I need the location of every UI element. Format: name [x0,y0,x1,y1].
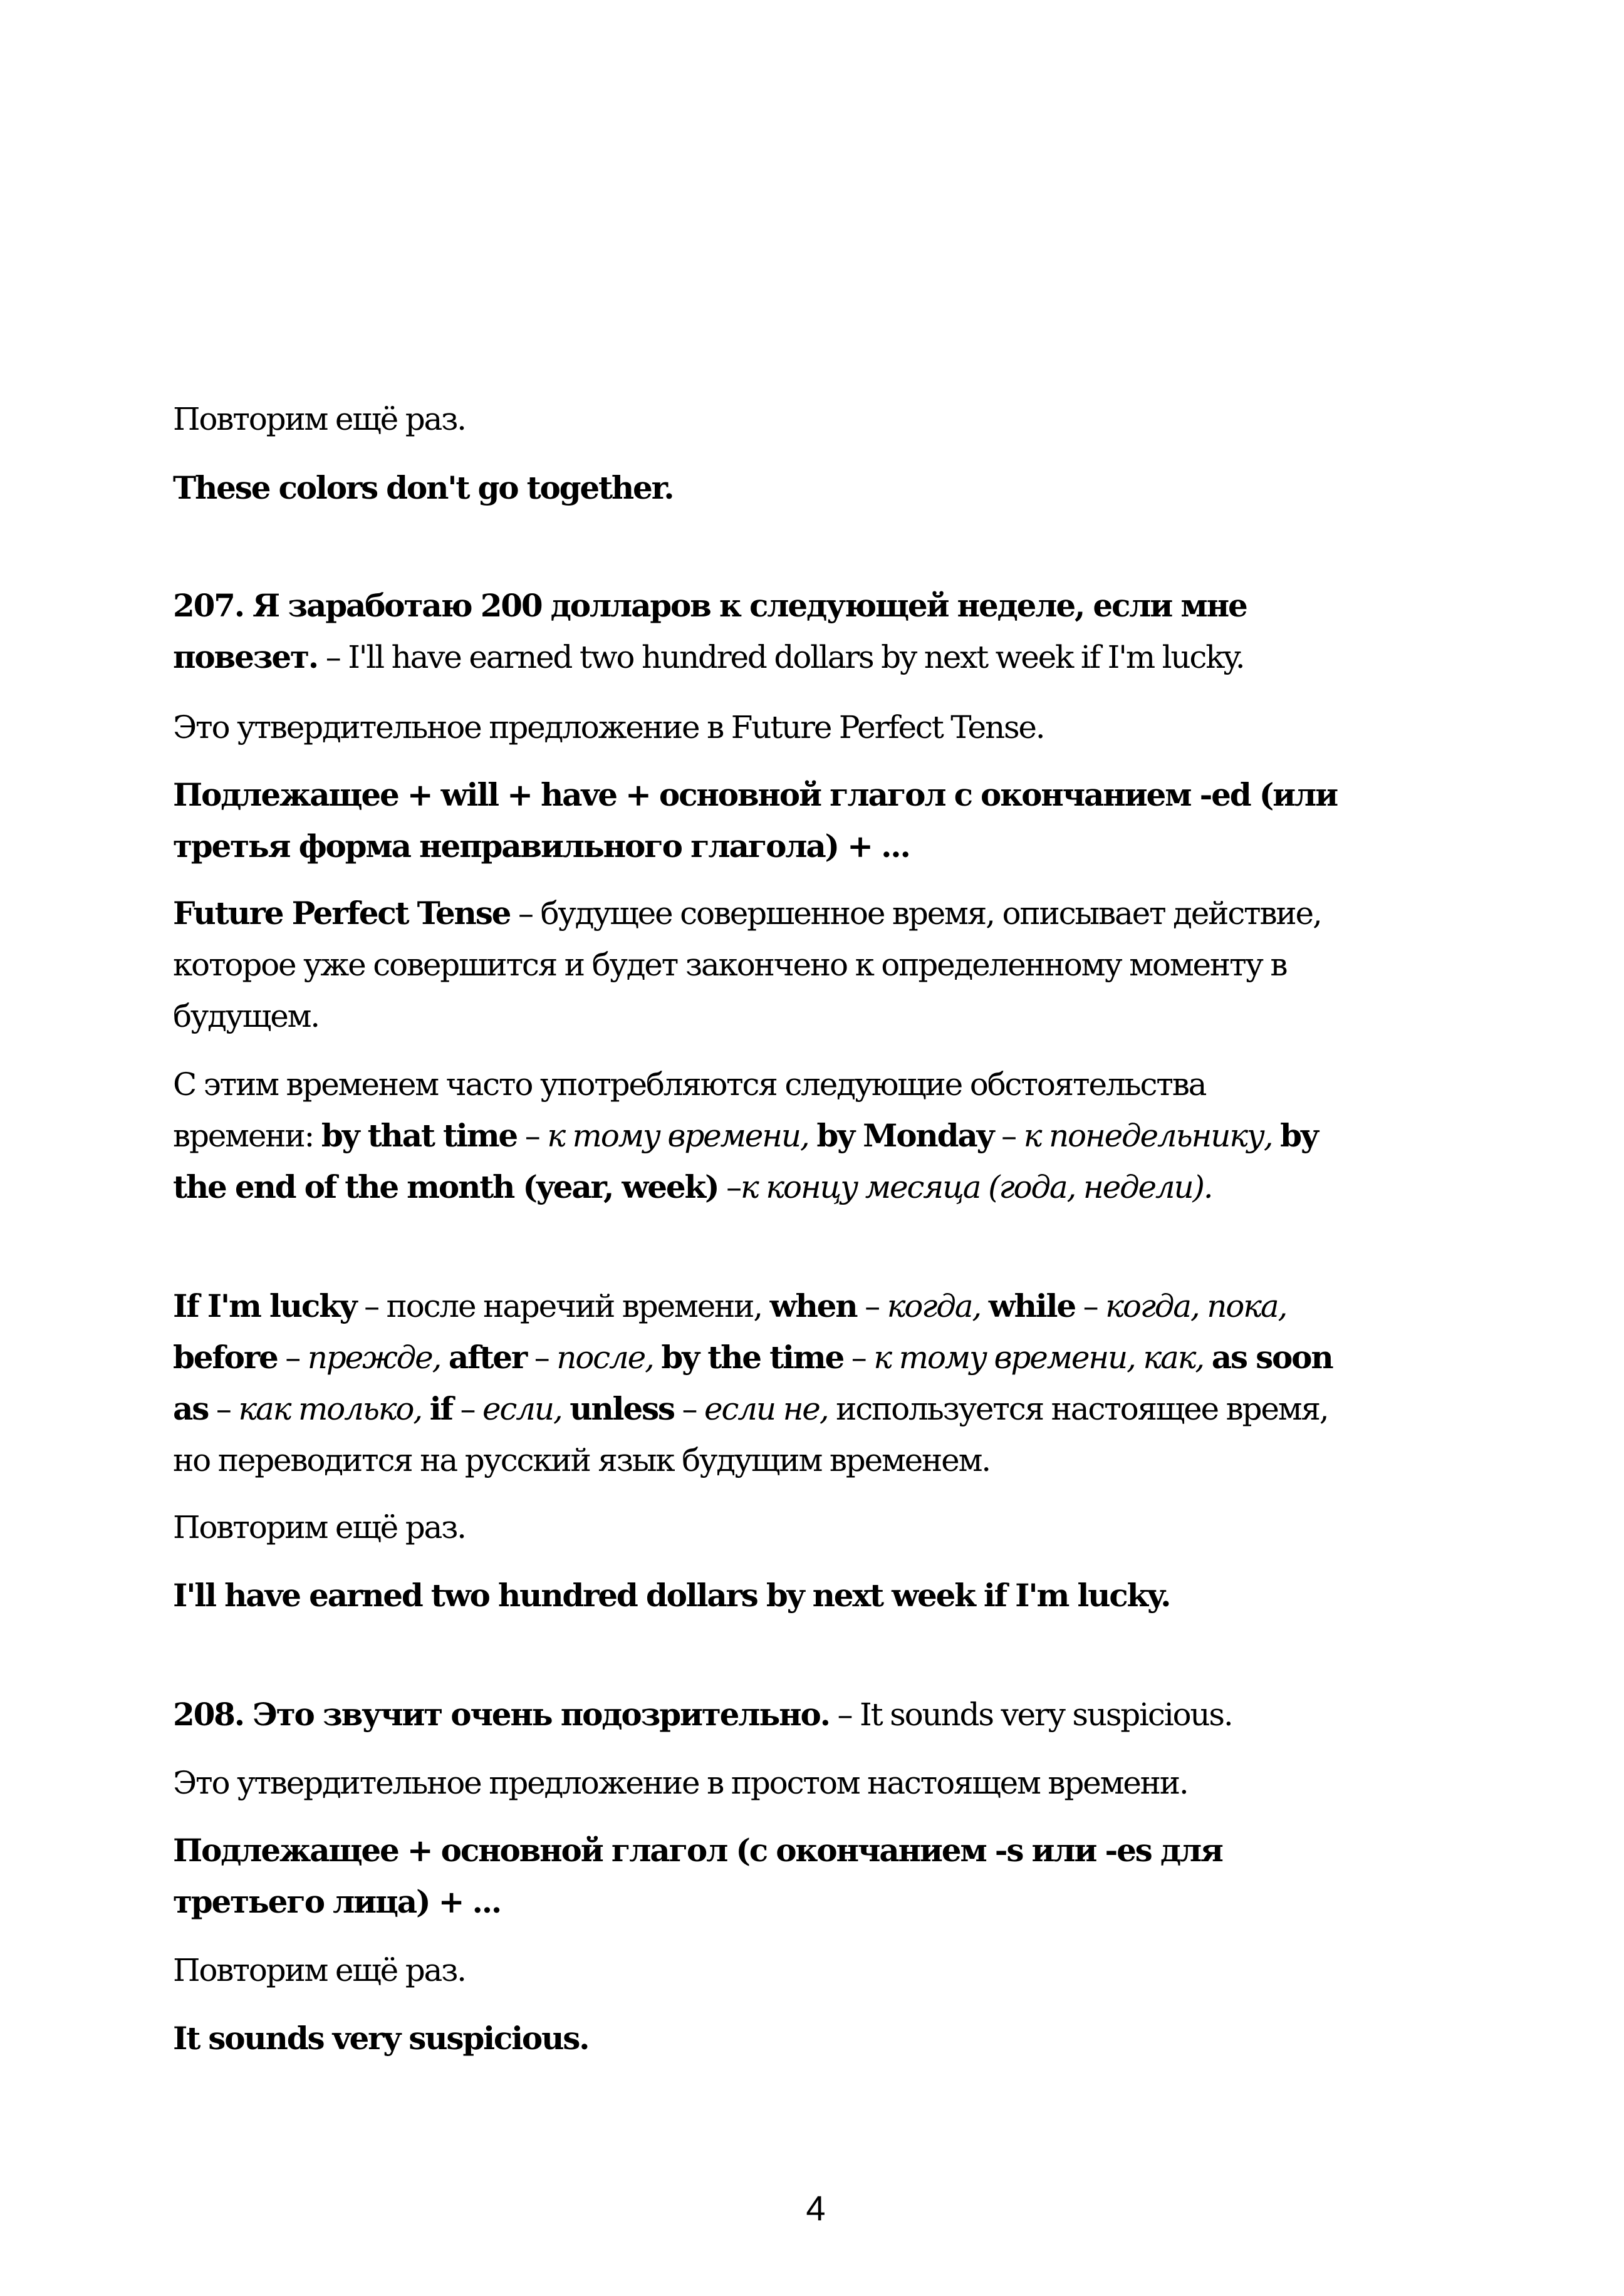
term-future-perfect: Future Perfect Tense [173,895,511,932]
exercise-207-russian: 207. Я заработаю 200 долларов к следующей неделе, если мне повезет. [173,587,1247,675]
space [1272,1118,1280,1154]
term-as-soon-as: as soon as [173,1339,1333,1427]
dash: – [718,1169,741,1205]
space [981,1288,989,1324]
exercise-207-adverbs [173,1059,1338,1213]
space [1204,1339,1212,1376]
translation: если не, [704,1391,828,1427]
space [653,1339,662,1376]
exercise-207-conditional [173,1280,1338,1486]
dash: – [843,1339,874,1376]
term-by-the-end: by the end of the month (year, week) [173,1117,1318,1205]
repeat-again-text: Повторим ещё раз. [173,401,466,437]
example-sentence: These colors don't go together. [173,469,674,506]
exercise-207-heading [173,580,1338,683]
period: . [1203,1169,1212,1205]
repeat-again-text: Повторим ещё раз. [173,1509,466,1545]
translation: к концу месяца (года, недели) [740,1169,1204,1205]
explanation: – после наречий времени, [356,1288,770,1324]
dash: – [674,1391,705,1427]
term-if: if [429,1390,452,1427]
dash: – [452,1391,482,1427]
space [809,1118,817,1154]
term-when: when [769,1287,857,1324]
dash: – [1075,1288,1106,1324]
exercise-208-russian: 208. Это звучит очень подозрительно. [173,1696,830,1733]
translation: когда, [887,1288,981,1324]
repeat-again-text: Повторим ещё раз. [173,1952,466,1988]
exercise-208-type: Это утвердительное предложение в простом настоящем времени. [173,1765,1188,1801]
dash: – [993,1118,1024,1154]
example-sentence: I'll have earned two hundred dollars by next week if I'm lucky. [173,1577,1170,1614]
dash: – [517,1118,548,1154]
dash: – [526,1339,557,1376]
exercise-207-type: Это утвердительное предложение в Future Perfect Tense. [173,709,1044,745]
dash: – [318,639,348,675]
term-by-the-time: by the time [661,1339,844,1376]
translation: к понедельнику, [1023,1118,1273,1154]
translation: после, [556,1339,653,1376]
adverbs-intro: С этим временем часто употребляются следующие обстоятельства времени: [173,1066,1206,1154]
term-while: while [988,1287,1075,1324]
space [422,1391,430,1427]
translation: к тому времени, как, [873,1339,1204,1376]
term-by-that-time: by that time [321,1117,518,1154]
definition-text: – будущее совершенное время, описывает действие, которое уже совершится и будет закончено к определенному моменту в будущем. [173,895,1321,1034]
dash: – [208,1391,239,1427]
page-number: 4 [806,2188,826,2228]
space [562,1391,570,1427]
term-if-im-lucky: If I'm lucky [173,1287,357,1324]
term-after: after [448,1339,527,1376]
exercise-207-english: I'll have earned two hundred dollars by next week if I'm lucky. [348,639,1244,675]
term-by-monday: by Monday [816,1117,994,1154]
example-sentence: It sounds very suspicious. [173,2020,589,2057]
explanation-tail: используется настоящее время, но переводится на русский язык будущим временем. [173,1391,1328,1478]
exercise-208-heading [173,1689,1338,1740]
exercise-208-english: It sounds very suspicious. [860,1696,1232,1733]
dash: – [829,1696,860,1733]
translation: как только, [238,1391,422,1427]
space [440,1339,449,1376]
translation: к тому времени, [547,1118,809,1154]
term-before: before [173,1339,278,1376]
exercise-207-formula: Подлежащее + will + have + основной глагол с окончанием -ed (или третья форма неправильного глагола) + ... [173,776,1337,865]
exercise-207-definition [173,888,1338,1042]
term-unless: unless [570,1390,674,1427]
dash: – [856,1288,887,1324]
exercise-208-formula: Подлежащее + основной глагол (с окончанием -s или -es для третьего лица) + ... [173,1832,1222,1920]
translation: когда, пока, [1105,1288,1287,1324]
dash: – [277,1339,308,1376]
translation: если, [482,1391,562,1427]
translation: прежде, [307,1339,441,1376]
